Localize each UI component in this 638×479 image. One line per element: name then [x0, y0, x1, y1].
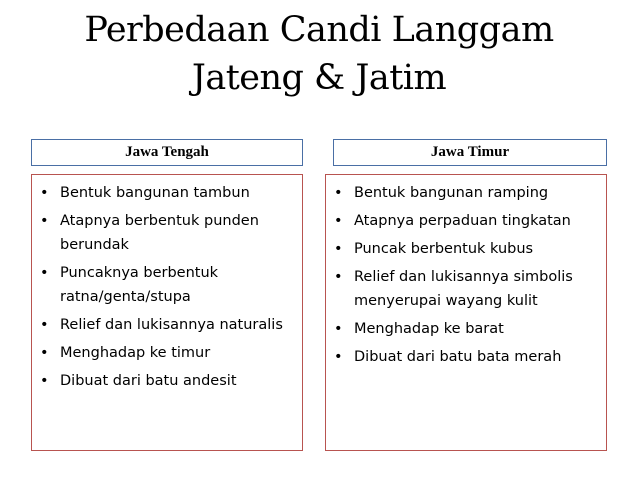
jawa-tengah-list-box: [31, 174, 303, 451]
jawa-tengah-header: Jawa Tengah: [31, 139, 303, 166]
slide-title-line-2: Jateng & Jatim: [191, 58, 447, 98]
jawa-timur-list-box: [325, 174, 607, 451]
slide-title-line-1: Perbedaan Candi Langgam: [84, 10, 554, 50]
list-item: • Relief dan lukisannya simbolis menyerupai wayang kulit: [332, 265, 602, 313]
list-item: • Atapnya perpaduan tingkatan: [332, 209, 602, 233]
jawa-timur-list: [332, 181, 602, 369]
jawa-timur-header: Jawa Timur: [333, 139, 607, 166]
list-item: • Dibuat dari batu andesit: [38, 369, 298, 393]
list-item: • Puncaknya berbentuk ratna/genta/stupa: [38, 261, 298, 309]
list-item: • Menghadap ke barat: [332, 317, 602, 341]
slide-title: [0, 6, 638, 102]
list-item: • Puncak berbentuk kubus: [332, 237, 602, 261]
list-item: • Atapnya berbentuk punden berundak: [38, 209, 298, 257]
jawa-tengah-list: [38, 181, 298, 393]
list-item: • Relief dan lukisannya naturalis: [38, 313, 298, 337]
list-item: • Dibuat dari batu bata merah: [332, 345, 602, 369]
list-item: • Bentuk bangunan tambun: [38, 181, 298, 205]
list-item: • Menghadap ke timur: [38, 341, 298, 365]
list-item: • Bentuk bangunan ramping: [332, 181, 602, 205]
